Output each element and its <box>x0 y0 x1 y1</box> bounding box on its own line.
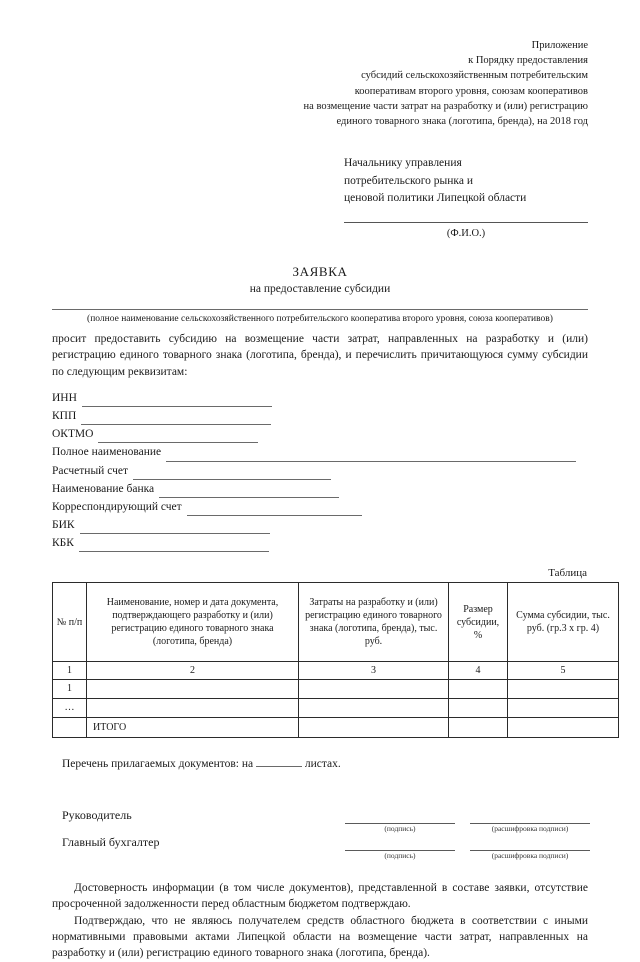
requisite-input-full-name[interactable] <box>166 450 576 462</box>
column-number-2: 2 <box>87 662 299 680</box>
requisite-input-kbk[interactable] <box>79 540 269 552</box>
appendix-line-5: на возмещение части затрат на разработку и (или) регистрацию <box>303 100 588 112</box>
attachments-prefix: Перечень прилагаемых документов: на <box>62 758 254 771</box>
requisite-label-kpp: КПП <box>52 410 77 423</box>
requisite-input-oktmo[interactable] <box>98 431 258 443</box>
page-title: ЗАЯВКА <box>292 263 348 279</box>
table-header-rate: Размер субсидии, % <box>449 583 508 662</box>
appendix-line-6: единого товарного знака (логотипа, бренда), на 2018 год <box>336 116 588 128</box>
requisite-row-bik <box>52 516 588 534</box>
signature-caption-accountant-sign: (подпись) <box>384 851 416 861</box>
appendix-line-2: к Порядку предоставления <box>468 55 588 67</box>
requisite-row-inn <box>52 389 588 407</box>
requisite-input-account[interactable] <box>133 468 331 480</box>
requisite-label-corr-account: Корреспондирующий счет <box>52 500 182 513</box>
column-number-1: 1 <box>53 662 87 680</box>
addressee-block <box>344 155 588 242</box>
table-header-index: № п/п <box>53 583 87 662</box>
requisites-list <box>52 389 588 552</box>
table-header-costs: Затраты на разработку и (или) регистрацию единого товарного знака (логотипа, бренда), тыс. руб. <box>299 583 449 662</box>
signature-caption-head-sign: (подпись) <box>384 824 416 834</box>
organisation-name-caption: (полное наименование сельскохозяйственного потребительского кооператива второго уровня, союза кооперативов) <box>87 314 553 325</box>
signature-caption-accountant-transcript: (расшифровка подписи) <box>491 851 569 861</box>
addressee-line-2: потребительского рынка и <box>344 174 473 187</box>
closing-paragraph-1: Достоверность информации (в том числе документов), представленной в составе заявки, отсутствие просроченной задолженности перед областным бюджетом подтверждаю. <box>52 882 588 911</box>
table-total-amount[interactable] <box>508 718 619 738</box>
requisite-label-kbk: КБК <box>52 537 74 550</box>
request-paragraph: просит предоставить субсидию на возмещение части затрат, направленных на разработку и (или) регистрацию единого товарного знака (логотипа, бренда), и перечислить причитающуюся сумму субсидии по следующим реквизитам: <box>52 332 588 378</box>
table-label: Таблица <box>548 567 587 580</box>
table-header-amount: Сумма субсидии, тыс. руб. (гр.3 х гр. 4) <box>508 583 619 662</box>
table-cell-costs[interactable] <box>299 699 449 718</box>
column-number-3: 3 <box>299 662 449 680</box>
closing-paragraph-2: Подтверждаю, что не являюсь получателем средств областного бюджета в соответствии с иными нормативными правовыми актами Липецкой области на возмещение части затрат, направленных на разработку и (или) регистрацию единого товарного знака (логотипа, бренда). <box>52 914 588 960</box>
requisite-row-full-name <box>52 443 588 461</box>
document-content <box>52 38 610 962</box>
requisite-row-bank-name <box>52 480 588 498</box>
table-cell-amount[interactable] <box>508 680 619 699</box>
table-total-row <box>53 718 619 738</box>
requisite-input-bank-name[interactable] <box>159 486 339 498</box>
appendix-line-4: кооперативам второго уровня, союзам кооперативов <box>354 85 588 97</box>
table-cell-document[interactable] <box>87 699 299 718</box>
table-row-index: 1 <box>53 680 87 699</box>
table-total-label: ИТОГО <box>87 718 299 738</box>
appendix-line-3: субсидий сельскохозяйственным потребительским <box>361 70 588 82</box>
column-number-4: 4 <box>449 662 508 680</box>
signature-role-accountant: Главный бухгалтер <box>62 835 160 850</box>
attachments-suffix: листах. <box>304 758 341 771</box>
table-column-number-row <box>53 662 619 680</box>
requisite-row-oktmo <box>52 425 588 443</box>
appendix-line-1: Приложение <box>531 40 588 51</box>
table-row <box>53 680 619 699</box>
table-cell-amount[interactable] <box>508 699 619 718</box>
requisite-row-account <box>52 462 588 480</box>
signature-role-head: Руководитель <box>62 808 132 823</box>
appendix-header <box>52 38 588 129</box>
table-total-rate[interactable] <box>449 718 508 738</box>
requisite-label-bik: БИК <box>52 519 75 532</box>
requisite-input-kpp[interactable] <box>81 413 271 425</box>
signature-caption-head-transcript: (расшифровка подписи) <box>491 824 569 834</box>
addressee-line-3: ценовой политики Липецкой области <box>344 191 527 204</box>
table-cell-costs[interactable] <box>299 680 449 699</box>
fio-rule <box>344 221 588 223</box>
table-header-row <box>53 583 619 662</box>
table-total-costs[interactable] <box>299 718 449 738</box>
organisation-name-rule[interactable] <box>52 308 588 310</box>
requisite-label-full-name: Полное наименование <box>52 446 162 459</box>
closing-statements <box>52 880 588 962</box>
requisite-label-oktmo: ОКТМО <box>52 428 94 441</box>
subsidy-table <box>52 582 619 738</box>
requisite-input-bik[interactable] <box>80 522 270 534</box>
table-row <box>53 699 619 718</box>
requisite-label-account: Расчетный счет <box>52 464 128 477</box>
requisite-row-kpp <box>52 407 588 425</box>
requisite-row-corr-account <box>52 498 588 516</box>
requisite-label-inn: ИНН <box>52 391 77 404</box>
table-header-document: Наименование, номер и дата документа, подтверждающего разработку и (или) регистрацию единого товарного знака (логотипа, бренда) <box>87 583 299 662</box>
attachments-count-input[interactable] <box>256 756 302 767</box>
table-cell-rate[interactable] <box>449 699 508 718</box>
page-subtitle: на предоставление субсидии <box>249 283 391 296</box>
fio-label: (Ф.И.О.) <box>446 228 486 240</box>
addressee-line-1: Начальнику управления <box>344 157 462 170</box>
requisite-label-bank-name: Наименование банка <box>52 482 155 495</box>
table-total-index <box>53 718 87 738</box>
table-cell-rate[interactable] <box>449 680 508 699</box>
column-number-5: 5 <box>508 662 619 680</box>
attachments-line <box>62 756 588 772</box>
requisite-input-inn[interactable] <box>82 395 272 407</box>
requisite-row-kbk <box>52 534 588 552</box>
signature-block <box>62 808 588 874</box>
requisite-input-corr-account[interactable] <box>187 504 362 516</box>
table-row-index: … <box>53 699 87 718</box>
table-cell-document[interactable] <box>87 680 299 699</box>
